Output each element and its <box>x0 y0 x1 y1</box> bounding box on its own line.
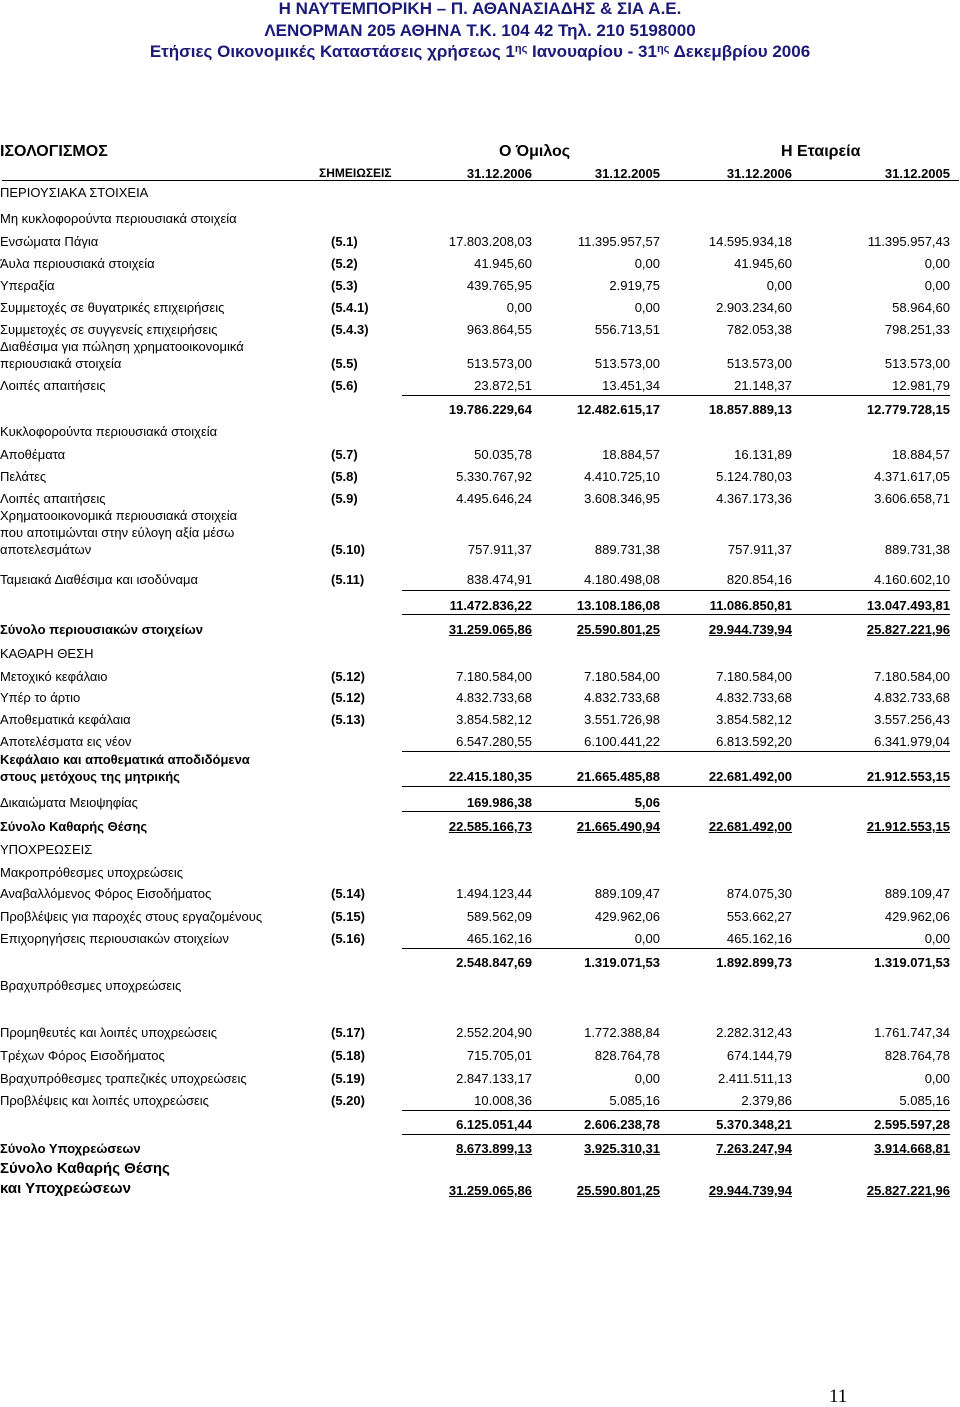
company-address: ΛΕΝΟΡΜΑΝ 205 ΑΘΗΝΑ Τ.Κ. 104 42 Τηλ. 210 5198000 <box>264 21 696 40</box>
row-label: Προβλέψεις για παροχές στους εργαζομένους <box>0 909 263 924</box>
value-cell: 4.495.646,24 <box>456 491 532 506</box>
value-cell: 465.162,16 <box>726 931 792 946</box>
subtotal-rule <box>402 786 950 787</box>
value-cell: 14.595.934,18 <box>708 234 792 249</box>
value-cell: 0,00 <box>766 278 792 293</box>
value-cell: 4.410.725,10 <box>584 469 660 484</box>
value-cell: 169.986,38 <box>466 795 532 810</box>
period-sup-b: ης <box>656 43 670 55</box>
value-cell: 4.832.733,68 <box>874 690 950 705</box>
row-note: (5.7) <box>331 447 358 462</box>
row-label: Υπεραξία <box>0 278 55 293</box>
row-label: Λοιπές απαιτήσεις <box>0 378 106 393</box>
row-label: Διαθέσιμα για πώληση χρηματοοικονομικά <box>0 339 244 354</box>
value-cell: 2.282.312,43 <box>716 1025 792 1040</box>
row-note: (5.18) <box>331 1048 365 1063</box>
page-number: 11 <box>829 1386 848 1407</box>
value-cell: 18.884,57 <box>602 447 660 462</box>
value-cell: 513.573,00 <box>726 356 792 371</box>
row-label: Συμμετοχές σε συγγενείς επιχειρήσεις <box>0 322 218 337</box>
subtotal-cell: 11.472.836,22 <box>449 598 532 613</box>
value-cell: 6.341.979,04 <box>874 734 950 749</box>
row-label: Αναβαλλόμενος Φόρος Εισοδήματος <box>0 886 212 901</box>
row-note: (5.5) <box>331 356 358 371</box>
row-note: (5.3) <box>331 278 358 293</box>
row-label: Αποτελέσματα εις νέον <box>0 734 132 749</box>
value-cell: 7.180.584,00 <box>584 669 660 684</box>
subtotal-cell: 12.482.615,17 <box>576 402 660 417</box>
value-cell: 513.573,00 <box>884 356 950 371</box>
value-cell: 0,00 <box>634 256 660 271</box>
subtotal-rule <box>402 1110 950 1111</box>
row-label: Τρέχων Φόρος Εισοδήματος <box>0 1048 165 1063</box>
row-label-total-cont: και Υποχρεώσεων <box>0 1180 131 1197</box>
value-cell: 0,00 <box>924 1071 950 1086</box>
subtotal-rule <box>402 614 950 615</box>
row-label-cont: αποτελεσμάτων <box>0 542 92 557</box>
value-cell: 757.911,37 <box>727 542 792 557</box>
subtotal-cell: 1.319.071,53 <box>874 955 950 970</box>
value-cell: 5.085,16 <box>609 1093 660 1108</box>
subtotal-cell: 19.786.229,64 <box>448 402 532 417</box>
subtotal-cell: 5.370.348,21 <box>716 1117 792 1132</box>
row-note: (5.12) <box>331 690 365 705</box>
value-cell: 6.813.592,20 <box>716 734 792 749</box>
total-cell: 25.827.221,96 <box>866 1183 950 1198</box>
value-cell: 2.919,75 <box>609 278 660 293</box>
value-cell: 465.162,16 <box>466 931 532 946</box>
value-cell: 4.832.733,68 <box>716 690 792 705</box>
value-cell: 7.180.584,00 <box>456 669 532 684</box>
value-cell: 513.573,00 <box>466 356 532 371</box>
row-label: Συμμετοχές σε θυγατρικές επιχειρήσεις <box>0 300 225 315</box>
value-cell: 3.854.582,12 <box>716 712 792 727</box>
section-current: Κυκλοφορούντα περιουσιακά στοιχεία <box>0 424 218 439</box>
section-assets: ΠΕΡΙΟΥΣΙΑΚΑ ΣΤΟΙΧΕΙΑ <box>0 185 149 200</box>
row-note: (5.13) <box>331 712 365 727</box>
value-cell: 17.803.208,03 <box>448 234 532 249</box>
subtotal-rule <box>402 811 660 812</box>
value-cell: 11.395.957,43 <box>867 234 950 249</box>
value-cell: 5.124.780,03 <box>716 469 792 484</box>
value-cell: 889.109,47 <box>884 886 950 901</box>
value-cell: 429.962,06 <box>884 909 950 924</box>
date-header-4: 31.12.2005 <box>884 166 950 181</box>
row-note: (5.2) <box>331 256 358 271</box>
value-cell: 0,00 <box>924 278 950 293</box>
row-note: (5.17) <box>331 1025 365 1040</box>
date-header-1: 31.12.2006 <box>466 166 532 181</box>
total-cell: 31.259.065,86 <box>448 622 532 637</box>
total-cell: 25.590.801,25 <box>576 622 660 637</box>
row-label: Προμηθευτές και λοιπές υποχρεώσεις <box>0 1025 218 1040</box>
total-cell: 8.673.899,13 <box>456 1141 532 1156</box>
row-label-cont: στους μετόχους της μητρικής <box>0 769 180 784</box>
company-name: Η ΝΑΥΤΕΜΠΟΡΙΚΗ – Π. ΑΘΑΝΑΣΙΑΔΗΣ & ΣΙΑ Α.Ε. <box>278 0 682 18</box>
value-cell: 589.562,09 <box>466 909 532 924</box>
value-cell: 5,06 <box>634 795 660 810</box>
value-cell: 553.662,27 <box>726 909 792 924</box>
value-cell: 889.731,38 <box>884 542 950 557</box>
row-label: Δικαιώματα Μειοψηφίας <box>0 795 138 810</box>
value-cell: 2.847.133,17 <box>456 1071 532 1086</box>
row-label: Λοιπές απαιτήσεις <box>0 491 106 506</box>
value-cell: 889.731,38 <box>594 542 660 557</box>
value-cell: 0,00 <box>924 931 950 946</box>
row-label: Ενσώματα Πάγια <box>0 234 99 249</box>
row-label-total: Σύνολο περιουσιακών στοιχείων <box>0 622 203 637</box>
section-longterm: Μακροπρόθεσμες υποχρεώσεις <box>0 865 184 880</box>
date-header-2: 31.12.2005 <box>594 166 660 181</box>
value-cell: 7.180.584,00 <box>716 669 792 684</box>
value-cell: 5.330.767,92 <box>456 469 532 484</box>
subtotal-cell: 1.892.899,73 <box>716 955 792 970</box>
subtotal-cell: 22.415.180,35 <box>448 769 532 784</box>
subtotal-cell: 13.047.493,81 <box>866 598 950 613</box>
value-cell: 715.705,01 <box>466 1048 532 1063</box>
section-liabilities: ΥΠΟΧΡΕΩΣΕΙΣ <box>0 842 93 857</box>
notes-header: ΣΗΜΕΙΩΣΕΙΣ <box>319 166 392 180</box>
value-cell: 4.832.733,68 <box>456 690 532 705</box>
subtotal-cell: 2.548.847,69 <box>456 955 532 970</box>
value-cell: 1.772.388,84 <box>584 1025 660 1040</box>
section-shortterm: Βραχυπρόθεσμες υποχρεώσεις <box>0 978 182 993</box>
value-cell: 23.872,51 <box>474 378 532 393</box>
value-cell: 889.109,47 <box>594 886 660 901</box>
total-cell: 21.912.553,15 <box>866 819 950 834</box>
group-header: Ο Όμιλος <box>499 143 571 160</box>
row-label: Μετοχικό κεφάλαιο <box>0 669 108 684</box>
period-part-a: Ετήσιες Οικονομικές Καταστάσεις χρήσεως 1 <box>149 42 515 61</box>
value-cell: 782.053,38 <box>726 322 792 337</box>
value-cell: 16.131,89 <box>734 447 792 462</box>
row-label: Υπέρ το άρτιο <box>0 690 81 705</box>
total-cell: 29.944.739,94 <box>708 622 792 637</box>
value-cell: 18.884,57 <box>892 447 950 462</box>
row-note: (5.10) <box>331 542 365 557</box>
row-note: (5.15) <box>331 909 365 924</box>
row-note: (5.4.1) <box>331 300 369 315</box>
total-cell: 25.590.801,25 <box>576 1183 660 1198</box>
value-cell: 6.547.280,55 <box>456 734 532 749</box>
total-cell: 3.914.668,81 <box>874 1141 950 1156</box>
value-cell: 963.864,55 <box>466 322 532 337</box>
value-cell: 0,00 <box>634 300 660 315</box>
total-cell: 3.925.310,31 <box>584 1141 660 1156</box>
value-cell: 3.606.658,71 <box>874 491 950 506</box>
value-cell: 4.371.617,05 <box>874 469 950 484</box>
total-cell: 29.944.739,94 <box>708 1183 792 1198</box>
subtotal-cell: 22.681.492,00 <box>708 769 792 784</box>
value-cell: 5.085,16 <box>899 1093 950 1108</box>
row-label: Προβλέψεις και λοιπές υποχρεώσεις <box>0 1093 209 1108</box>
value-cell: 3.854.582,12 <box>456 712 532 727</box>
date-header-3: 31.12.2006 <box>726 166 792 181</box>
total-cell: 21.665.490,94 <box>576 819 660 834</box>
subtotal-rule <box>402 1134 950 1135</box>
value-cell: 2.552.204,90 <box>456 1025 532 1040</box>
value-cell: 874.075,30 <box>726 886 792 901</box>
value-cell: 3.557.256,43 <box>874 712 950 727</box>
value-cell: 0,00 <box>634 1071 660 1086</box>
value-cell: 828.764,78 <box>594 1048 660 1063</box>
value-cell: 757.911,37 <box>467 542 532 557</box>
subtotal-cell: 1.319.071,53 <box>584 955 660 970</box>
subtotal-cell: 13.108.186,08 <box>576 598 660 613</box>
row-note: (5.6) <box>331 378 358 393</box>
subtotal-cell: 12.779.728,15 <box>866 402 950 417</box>
row-label: Βραχυπρόθεσμες τραπεζικές υποχρεώσεις <box>0 1071 247 1086</box>
value-cell: 41.945,60 <box>734 256 792 271</box>
row-note: (5.12) <box>331 669 365 684</box>
row-label: Επιχορηγήσεις περιουσιακών στοιχείων <box>0 931 229 946</box>
row-note: (5.1) <box>331 234 358 249</box>
value-cell: 674.144,79 <box>726 1048 792 1063</box>
period-part-b: Ιανουαρίου - 31 <box>527 42 657 61</box>
total-cell: 31.259.065,86 <box>448 1183 532 1198</box>
row-label: Χρηματοοικονομικά περιουσιακά στοιχεία <box>0 508 238 523</box>
value-cell: 429.962,06 <box>594 909 660 924</box>
subtotal-rule <box>402 590 950 591</box>
row-label-cont: περιουσιακά στοιχεία <box>0 356 122 371</box>
row-note: (5.16) <box>331 931 365 946</box>
value-cell: 4.832.733,68 <box>584 690 660 705</box>
row-label: Πελάτες <box>0 469 47 484</box>
value-cell: 7.180.584,00 <box>874 669 950 684</box>
value-cell: 820.854,16 <box>726 572 792 587</box>
row-note: (5.11) <box>331 572 365 587</box>
row-note: (5.19) <box>331 1071 365 1086</box>
value-cell: 0,00 <box>634 931 660 946</box>
value-cell: 4.160.602,10 <box>874 572 950 587</box>
value-cell: 798.251,33 <box>884 322 950 337</box>
value-cell: 58.964,60 <box>892 300 950 315</box>
value-cell: 6.100.441,22 <box>584 734 660 749</box>
row-label: Ταμειακά Διαθέσιμα και ισοδύναμα <box>0 572 198 587</box>
value-cell: 0,00 <box>506 300 532 315</box>
balance-sheet-title: ΙΣΟΛΟΓΙΣΜΟΣ <box>0 143 108 160</box>
row-label-total: Σύνολο Καθαρής Θέσης <box>0 819 148 834</box>
section-equity: ΚΑΘΑΡΗ ΘΕΣΗ <box>0 646 94 661</box>
value-cell: 838.474,91 <box>466 572 532 587</box>
value-cell: 3.608.346,95 <box>584 491 660 506</box>
row-label-total: Σύνολο Καθαρής Θέσης <box>0 1160 170 1177</box>
value-cell: 556.713,51 <box>594 322 660 337</box>
value-cell: 2.411.511,13 <box>718 1071 792 1086</box>
subtotal-rule <box>402 395 950 396</box>
total-cell: 22.681.492,00 <box>708 819 792 834</box>
row-note: (5.20) <box>331 1093 365 1108</box>
period-sup-a: ης <box>514 43 528 55</box>
value-cell: 41.945,60 <box>474 256 532 271</box>
value-cell: 0,00 <box>924 256 950 271</box>
section-noncurrent: Μη κυκλοφορούντα περιουσιακά στοιχεία <box>0 211 237 226</box>
subtotal-cell: 21.912.553,15 <box>866 769 950 784</box>
row-label-cont: που αποτιμώνται στην εύλογη αξία μέσω <box>0 525 235 540</box>
subtotal-cell: 2.606.238,78 <box>584 1117 660 1132</box>
row-note: (5.14) <box>331 886 365 901</box>
row-note: (5.8) <box>331 469 358 484</box>
value-cell: 10.008,36 <box>474 1093 532 1108</box>
row-label: Αποθέματα <box>0 447 66 462</box>
value-cell: 513.573,00 <box>594 356 660 371</box>
subtotal-cell: 2.595.597,28 <box>874 1117 950 1132</box>
value-cell: 12.981,79 <box>892 378 950 393</box>
value-cell: 21.148,37 <box>734 378 792 393</box>
total-cell: 22.585.166,73 <box>448 819 532 834</box>
header-rule <box>2 180 959 181</box>
value-cell: 828.764,78 <box>884 1048 950 1063</box>
total-cell: 7.263.247,94 <box>716 1141 792 1156</box>
period-title <box>0 43 960 60</box>
value-cell: 11.395.957,57 <box>577 234 660 249</box>
subtotal-cell: 21.665.485,88 <box>576 769 660 784</box>
value-cell: 4.180.498,08 <box>584 572 660 587</box>
row-label: Κεφάλαιο και αποθεματικά αποδιδόμενα <box>0 752 250 767</box>
value-cell: 50.035,78 <box>474 447 532 462</box>
row-label-total: Σύνολο Υποχρεώσεων <box>0 1141 141 1156</box>
subtotal-rule <box>402 948 950 949</box>
value-cell: 3.551.726,98 <box>584 712 660 727</box>
subtotal-rule <box>402 751 950 752</box>
row-label: Άυλα περιουσιακά στοιχεία <box>0 256 155 271</box>
value-cell: 1.494.123,44 <box>456 886 532 901</box>
row-label: Αποθεματικά κεφάλαια <box>0 712 131 727</box>
subtotal-cell: 18.857.889,13 <box>708 402 792 417</box>
value-cell: 439.765,95 <box>466 278 532 293</box>
subtotal-cell: 11.086.850,81 <box>709 598 792 613</box>
value-cell: 2.379,86 <box>741 1093 792 1108</box>
value-cell: 1.761.747,34 <box>874 1025 950 1040</box>
value-cell: 13.451,34 <box>602 378 660 393</box>
subtotal-cell: 6.125.051,44 <box>456 1117 532 1132</box>
period-part-c: Δεκεμβρίου 2006 <box>669 42 811 61</box>
total-cell: 25.827.221,96 <box>866 622 950 637</box>
value-cell: 4.367.173,36 <box>716 491 792 506</box>
company-header: Η Εταιρεία <box>781 143 861 160</box>
row-note: (5.9) <box>331 491 358 506</box>
row-note: (5.4.3) <box>331 322 369 337</box>
value-cell: 2.903.234,60 <box>716 300 792 315</box>
